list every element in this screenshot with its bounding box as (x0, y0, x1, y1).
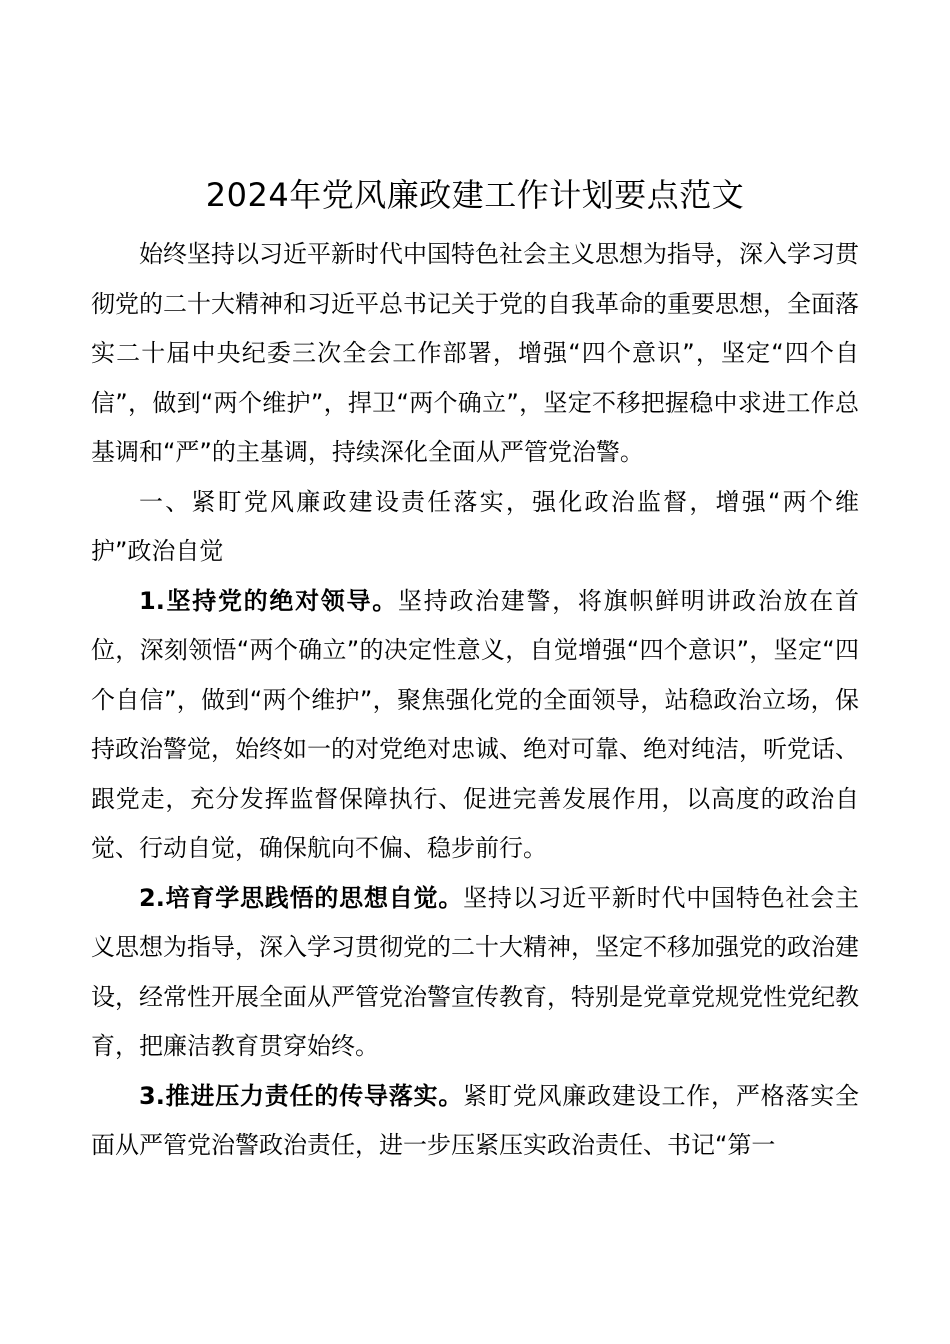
intro-paragraph: 始终坚持以习近平新时代中国特色社会主义思想为指导，深入学习贯彻党的二十大精神和习近平总书记关于党的自我革命的重要思想，全面落实二十届中央纪委三次全会工作部署，增强“四个意识”，坚定“四个自信”，做到“两个维护”，捍卫“两个确立”，坚定不移把握稳中求进工作总基调和“严”的主基调，持续深化全面从严管党治警。 (91, 240, 859, 466)
item-paragraph-3 (91, 1072, 859, 1171)
item-text-2: 坚持以习近平新时代中国特色社会主义思想为指导，深入学习贯彻党的二十大精神，坚定不移加强党的政治建设，经常性开展全面从严管党治警宣传教育，特别是党章党规党性党纪教育，把廉洁教育贯穿始终。 (91, 883, 860, 1060)
item-lead-3: 3.推进压力责任的传导落实。 (139, 1081, 464, 1110)
section-heading: 一、紧盯党风廉政建设责任落实，强化政治监督，增强“两个维护”政治自觉 (91, 487, 859, 565)
item-paragraph-2 (91, 874, 859, 1072)
document-title: 2024年党风廉政建工作计划要点范文 (205, 176, 745, 214)
item-text-3: 紧盯党风廉政建设工作，严格落实全面从严管党治警政治责任，进一步压紧压实政治责任、书记“第一 (91, 1081, 860, 1159)
item-text-1: 坚持政治建警，将旗帜鲜明讲政治放在首位，深刻领悟“两个确立”的决定性意义，自觉增强“四个意识”，坚定“四个自信”，做到“两个维护”，聚焦强化党的全面领导，站稳政治立场，保持政治警觉，始终如一的对党绝对忠诚、绝对可靠、绝对纯洁，听党话、跟党走，充分发挥监督保障执行、促进完善发展作用，以高度的政治自觉、行动自觉，确保航向不偏、稳步前行。 (91, 586, 859, 862)
document-body (91, 230, 859, 1171)
item-paragraph-1 (91, 577, 859, 874)
item-lead-2: 2.培育学思践悟的思想自觉。 (139, 883, 464, 912)
item-lead-1: 1.坚持党的绝对领导。 (139, 586, 398, 615)
